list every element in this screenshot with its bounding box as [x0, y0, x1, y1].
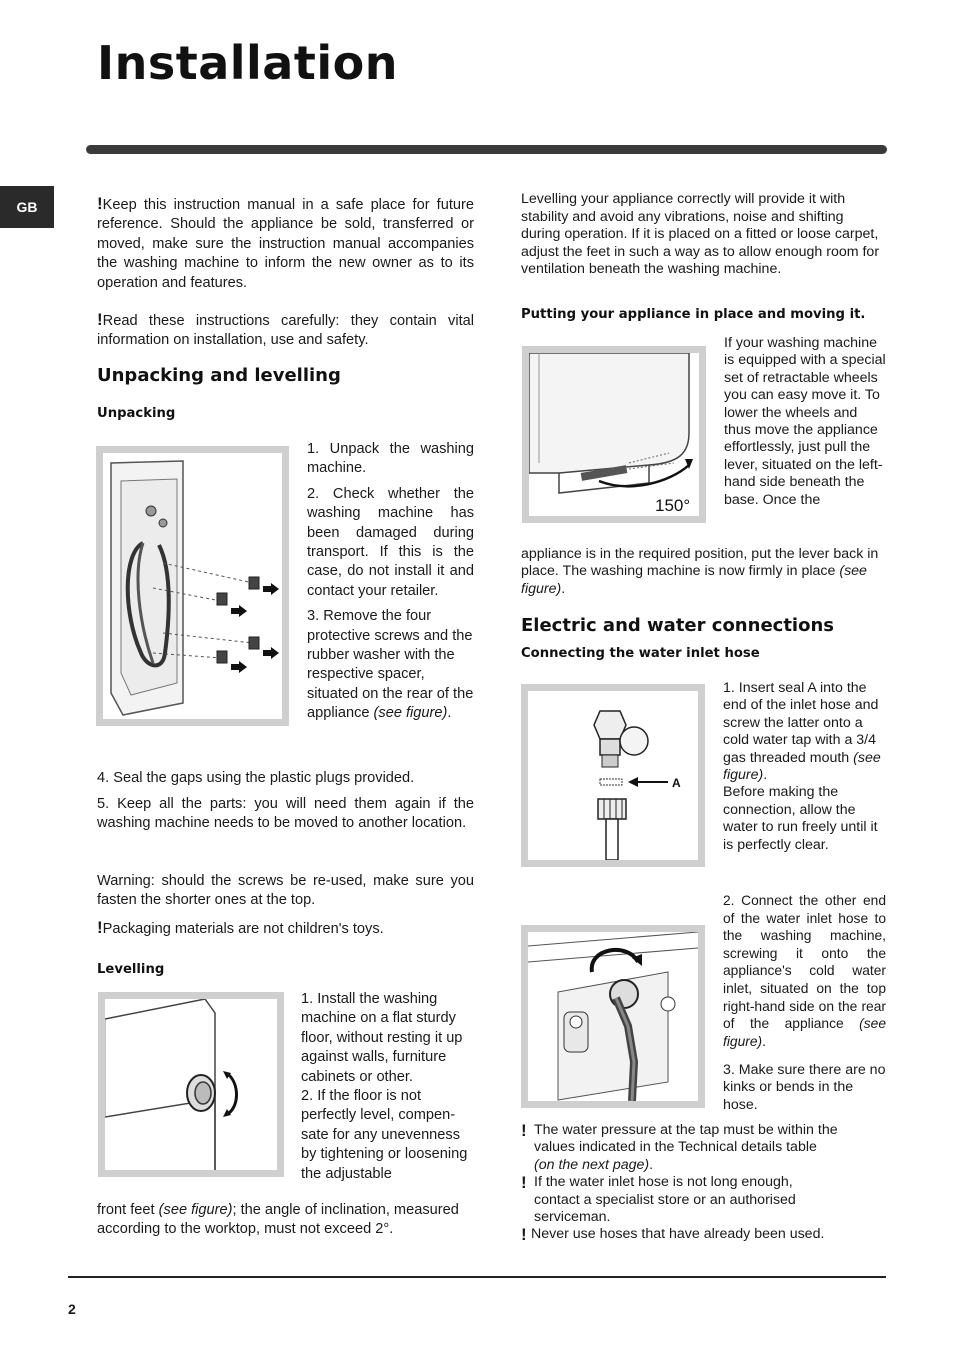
levelling-step-2-continued	[97, 1201, 475, 1240]
note-read-instructions-text: Read these instructions carefully: they contain vital information on installation, use and safety.	[97, 313, 474, 349]
language-tab-label: GB	[16, 199, 38, 215]
moving-text: If your washing machine is equipped with a special set of retractable wheels you can easy move it. To lower the wheels and thus move the appliance effortlessly, just pull the lever, situated on the left-hand side beneath the base. Once the	[724, 335, 886, 508]
moving-figure	[522, 346, 706, 523]
moving-text-b: appliance is in the required position, put the lever back in place. The washing machine is now firmly in place	[521, 546, 879, 580]
unpacking-figure	[96, 446, 289, 726]
warning-hose-length-text: If the water inlet hose is not long enough, contact a specialist store or an authorised serviceman.	[534, 1174, 796, 1226]
note-keep-manual-text: Keep this instruction manual in a safe place for future reference. Should the appliance be sold, transferred or moved, make sure the instruction manual accompanies the washing machine to inform the new owner as to its operation and features.	[97, 197, 474, 291]
note-packaging	[97, 918, 474, 939]
angle-label: 150°	[655, 496, 691, 515]
step-3: 3. Remove the four protective screws and the rubber washer with the respective spacer, situated on the rear of the appliance (see figure).	[307, 608, 474, 722]
subsection-unpacking: Unpacking	[97, 406, 176, 421]
see-figure-ref: (see figure)	[723, 1016, 886, 1049]
warnings	[521, 1122, 886, 1244]
hose-step-1: 1. Insert seal A into the end of the inlet hose and screw the latter onto a cold water tap with a 3/4 gas threaded mouth (see figure). Before making the connection, allow the water to run freely until it is perfectly clear.	[723, 680, 881, 853]
see-figure-ref: (see figure)	[373, 705, 448, 722]
step-1: 1. Unpack the washing machine.	[307, 441, 474, 477]
hose-step-2-text: 2. Connect the other end of the water inlet hose to the washing machine, screwing it onto the appliance's cold water inlet, situated on the top right-hand side on the rear of the appliance	[723, 893, 886, 1032]
note-keep-manual	[97, 194, 474, 293]
see-figure-ref: (see figure)	[723, 749, 881, 784]
warning-pressure-ref: (on the next page)	[534, 1156, 650, 1173]
page-number: 2	[68, 1301, 76, 1317]
language-tab	[0, 186, 54, 228]
step-2: 2. Check whether the washing machine has been damaged during transport. If this is the case, do not install it and contact your retailer.	[307, 485, 474, 599]
warning-icon: !	[521, 1225, 527, 1245]
moving-text-continued: appliance is in the required position, put the lever back in place. The washing machine is now firmly in place (see figure).	[521, 546, 879, 597]
hose-step-1-b: Before making the connection, allow the water to run freely until it is perfectly clear.	[723, 784, 878, 853]
levelling-text-a: front feet	[97, 1202, 155, 1218]
warning-icon: !	[521, 1121, 527, 1140]
levelling-steps	[301, 990, 475, 1184]
warning-hose-length	[521, 1174, 886, 1226]
hose-step-3: 3. Make sure there are no kinks or bends in the hose.	[723, 1062, 886, 1113]
see-figure-ref: (see figure)	[521, 563, 867, 597]
levelling-text-b: ; the angle of inclination, measured according to the worktop, must not exceed 2°.	[97, 1202, 459, 1238]
subsection-moving: Putting your appliance in place and moving it.	[521, 307, 866, 322]
step-4: 4. Seal the gaps using the plastic plugs provided.	[97, 770, 415, 786]
warning-used-hoses-text: Never use hoses that have already been used.	[531, 1226, 825, 1243]
levelling-paragraph: Levelling your appliance correctly will provide it with stability and avoid any vibrations, noise and shifting during operation. If it is placed on a fitted or loose carpet, adjust the feet in such a way as to allow enough room for ventilation beneath the washing machine.	[521, 191, 880, 278]
warning-icon: !	[97, 310, 103, 329]
levelling-step-2: 2. If the floor is not perfectly level, compen-sate for any unevenness by tightening or loosening the adjustable	[301, 1088, 468, 1182]
note-packaging-text: Packaging materials are not children's toys.	[102, 921, 384, 937]
step-3-text: 3. Remove the four protective screws and the rubber washer with the respective spacer, situated on the rear of the appliance	[307, 608, 474, 722]
note-read-instructions	[97, 310, 474, 351]
warning-screws: Warning: should the screws be re-used, make sure you fasten the shorter ones at the top.	[97, 873, 474, 909]
tap-figure	[521, 684, 705, 867]
hose-step-2: 2. Connect the other end of the water inlet hose to the washing machine, screwing it onto the appliance's cold water inlet, situated on the top right-hand side on the rear of the appliance (see figure).	[723, 893, 886, 1049]
levelling-figure	[98, 992, 284, 1177]
subsection-levelling: Levelling	[97, 962, 165, 977]
unpacking-steps	[307, 440, 474, 724]
hose-step-1-text: 1. Insert seal A into the end of the inlet hose and screw the latter onto a cold water tap with a 3/4 gas threaded mouth	[723, 680, 879, 766]
warning-icon: !	[521, 1173, 527, 1193]
warning-pressure-text: The water pressure at the tap must be within the values indicated in the Technical details table	[534, 1122, 838, 1156]
warning-used-hoses	[521, 1226, 886, 1243]
section-electric-water: Electric and water connections	[521, 615, 834, 636]
step-5: 5. Keep all the parts: you will need them again if the washing machine needs to be moved to another location.	[97, 796, 474, 832]
footer-divider	[68, 1276, 886, 1278]
subsection-water-hose: Connecting the water inlet hose	[521, 646, 760, 661]
page-title: Installation	[97, 36, 398, 90]
seal-label: A	[672, 776, 681, 790]
title-divider	[86, 145, 887, 154]
warning-icon: !	[97, 194, 103, 213]
section-unpacking-levelling: Unpacking and levelling	[97, 365, 341, 386]
warning-icon: !	[97, 918, 103, 937]
see-figure-ref: (see figure)	[158, 1202, 233, 1218]
levelling-step-1: 1. Install the washing machine on a flat sturdy floor, without resting it up against walls, furniture cabinets or other.	[301, 991, 463, 1085]
inlet-figure	[521, 925, 705, 1108]
warning-pressure: ! The water pressure at the tap must be within the values indicated in the Technical details table (on the next page).	[521, 1121, 838, 1173]
